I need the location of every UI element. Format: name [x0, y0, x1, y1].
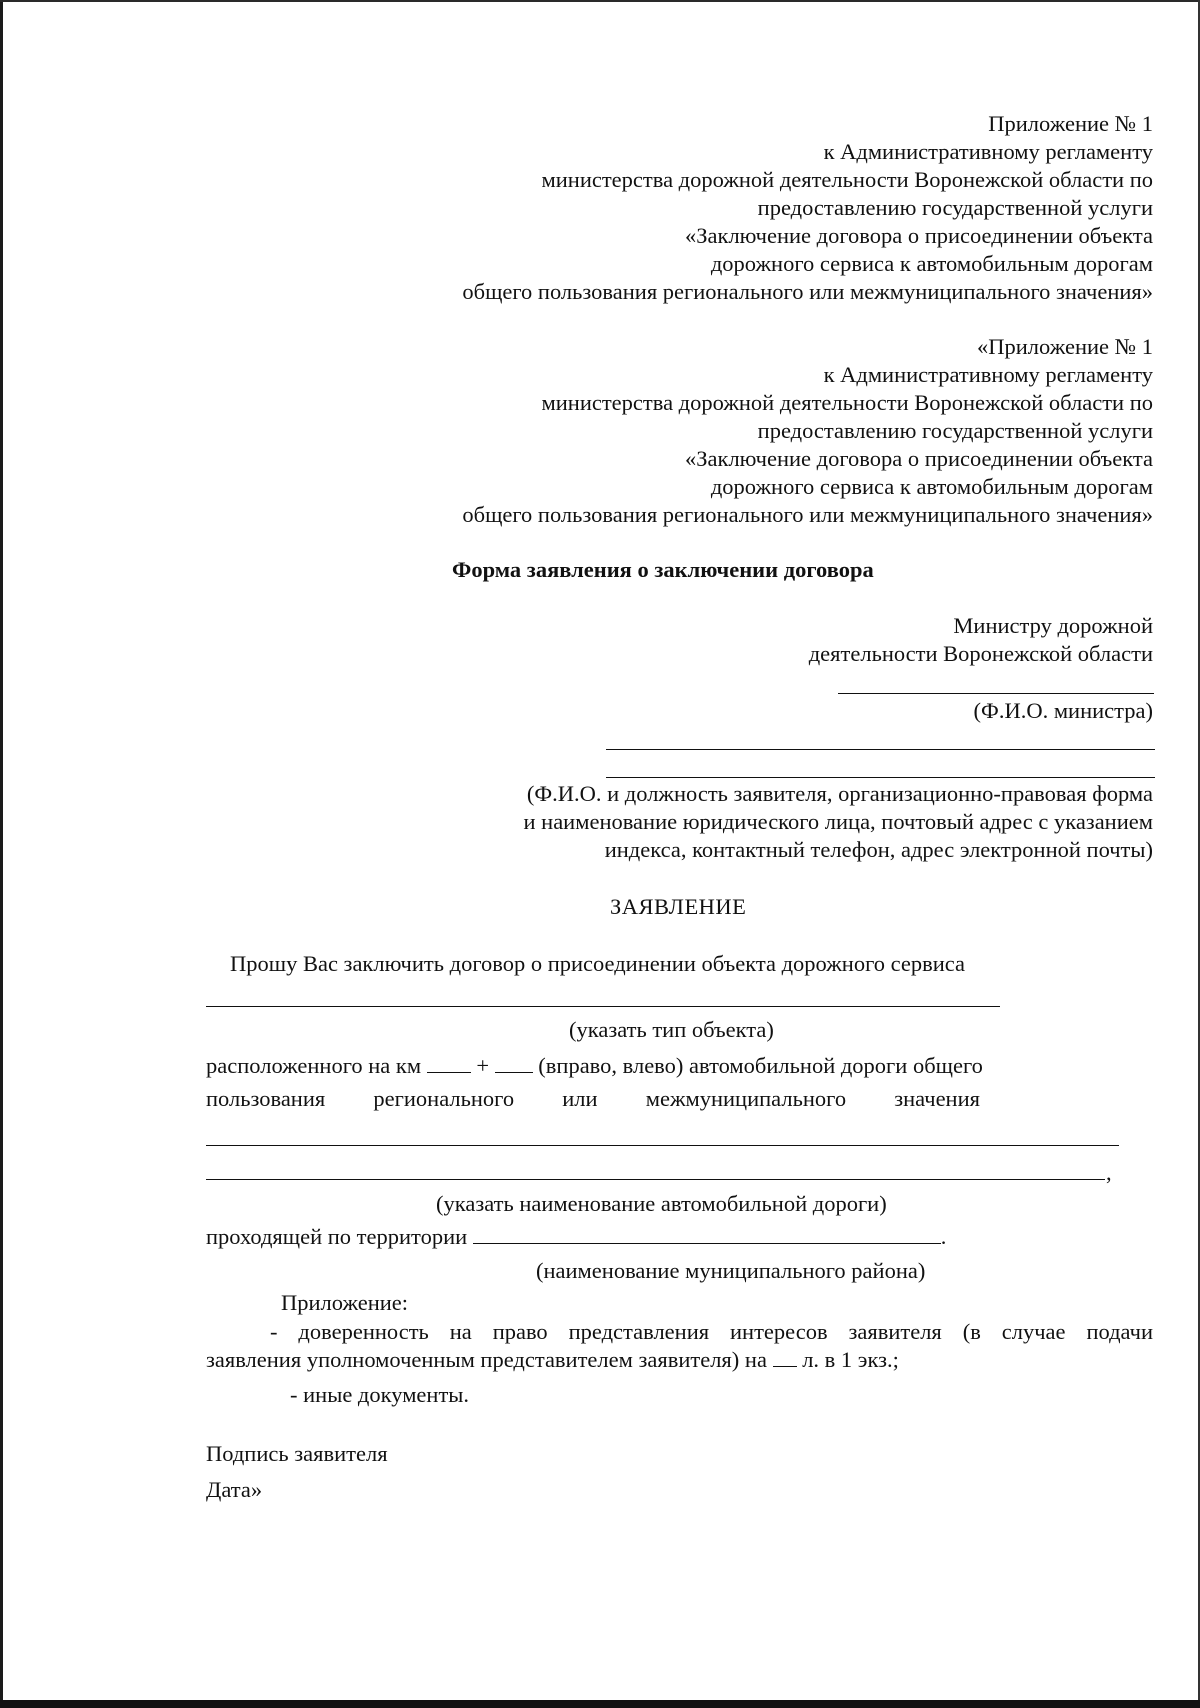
road-name-blank-2[interactable] — [206, 1179, 1105, 1180]
minister-name-blank[interactable] — [838, 693, 1154, 694]
scan-edge-left — [0, 0, 3, 1708]
minister-caption: (Ф.И.О. министра) — [973, 698, 1153, 723]
road-name-caption: (указать наименование автомобильной дороги) — [436, 1191, 887, 1216]
appendix-line: общего пользования регионального или межмуниципального значения» — [462, 279, 1153, 304]
sheets-count-blank[interactable] — [773, 1346, 797, 1367]
appendix-line: дорожного сервиса к автомобильным дорогам — [710, 474, 1153, 499]
object-type-blank[interactable] — [206, 1006, 1000, 1007]
road-name-blank-1[interactable] — [206, 1145, 1119, 1146]
applicant-caption-line: и наименование юридического лица, почтовый адрес с указанием — [523, 809, 1153, 834]
attachment-word: - — [270, 1319, 278, 1344]
attachment-word: интересов — [730, 1319, 828, 1344]
appendix-line: дорожного сервиса к автомобильным дорогам — [710, 251, 1153, 276]
road-word: пользования — [206, 1086, 326, 1111]
road-word: или — [562, 1086, 598, 1111]
applicant-caption — [523, 780, 1153, 864]
attachment-item-proxy-line2 — [206, 1346, 1153, 1374]
appendix-line: к Административному регламенту — [823, 362, 1153, 387]
location-line — [206, 1052, 983, 1080]
attachment-word: на — [449, 1319, 472, 1344]
plus-sign: + — [476, 1053, 490, 1078]
attachment-item-proxy — [206, 1318, 1153, 1374]
appendix-header — [462, 110, 1153, 306]
attachment-item-other: - иные документы. — [290, 1382, 470, 1407]
appendix-line: Приложение № 1 — [988, 111, 1153, 136]
form-title: Форма заявления о заключении договора — [452, 557, 874, 582]
appendix-line: предоставлению государственной услуги — [757, 195, 1153, 220]
applicant-caption-line: индекса, контактный телефон, адрес электронной почты) — [604, 837, 1153, 862]
road-significance-line — [206, 1085, 980, 1113]
appendix-line: «Заключение договора о присоединении объекта — [685, 223, 1153, 248]
appendix-line: «Приложение № 1 — [977, 334, 1153, 359]
road-word: значения — [894, 1086, 980, 1111]
appendix-header-quoted — [462, 333, 1153, 529]
attachment-line2-prefix: заявления уполномоченным представителем заявителя) на — [206, 1347, 767, 1372]
request-text: Прошу Вас заключить договор о присоединении объекта дорожного сервиса — [230, 951, 966, 976]
appendix-line: к Административному регламенту — [823, 139, 1153, 164]
addressee-line: Министру дорожной — [953, 613, 1153, 638]
applicant-blank-2[interactable] — [606, 777, 1155, 778]
road-name-comma: , — [1106, 1160, 1112, 1185]
attachment-word: право — [492, 1319, 548, 1344]
appendix-line: «Заключение договора о присоединении объекта — [685, 446, 1153, 471]
appendix-line: министерства дорожной деятельности Воронежской области по — [541, 390, 1153, 415]
appendix-line: предоставлению государственной услуги — [757, 418, 1153, 443]
location-suffix: (вправо, влево) автомобильной дороги общего — [538, 1053, 983, 1078]
attachment-item-proxy-line1 — [206, 1318, 1153, 1346]
territory-prefix: проходящей по территории — [206, 1224, 468, 1249]
attachment-word: (в — [962, 1319, 981, 1344]
territory-period: . — [940, 1224, 947, 1249]
appendix-line: общего пользования регионального или межмуниципального значения» — [462, 502, 1153, 527]
scan-edge-bottom — [0, 1700, 1200, 1708]
attachments-heading: Приложение: — [281, 1290, 409, 1315]
attachment-word: случае — [1001, 1319, 1066, 1344]
attachment-line2-suffix: л. в 1 экз.; — [802, 1347, 899, 1372]
signature-label: Подпись заявителя — [206, 1441, 388, 1466]
appendix-line: министерства дорожной деятельности Воронежской области по — [541, 167, 1153, 192]
road-word: межмуниципального — [645, 1086, 847, 1111]
attachment-word: представления — [568, 1319, 710, 1344]
date-label: Дата» — [206, 1477, 263, 1502]
meters-blank[interactable] — [495, 1052, 533, 1073]
district-caption: (наименование муниципального района) — [536, 1258, 926, 1283]
attachment-word: подачи — [1086, 1319, 1153, 1344]
location-prefix: расположенного на км — [206, 1053, 422, 1078]
scan-edge-top — [0, 0, 1200, 2]
applicant-blank-1[interactable] — [606, 749, 1155, 750]
applicant-caption-line: (Ф.И.О. и должность заявителя, организационно-правовая форма — [526, 781, 1153, 806]
attachment-word: доверенность — [298, 1319, 429, 1344]
attachment-word: заявителя — [848, 1319, 942, 1344]
territory-line — [206, 1223, 946, 1251]
km-blank[interactable] — [427, 1052, 471, 1073]
territory-blank[interactable] — [473, 1223, 941, 1244]
statement-title: ЗАЯВЛЕНИЕ — [610, 894, 747, 919]
object-type-caption: (указать тип объекта) — [569, 1017, 774, 1042]
addressee-block — [809, 612, 1153, 668]
addressee-line: деятельности Воронежской области — [808, 641, 1153, 666]
road-word: регионального — [373, 1086, 515, 1111]
